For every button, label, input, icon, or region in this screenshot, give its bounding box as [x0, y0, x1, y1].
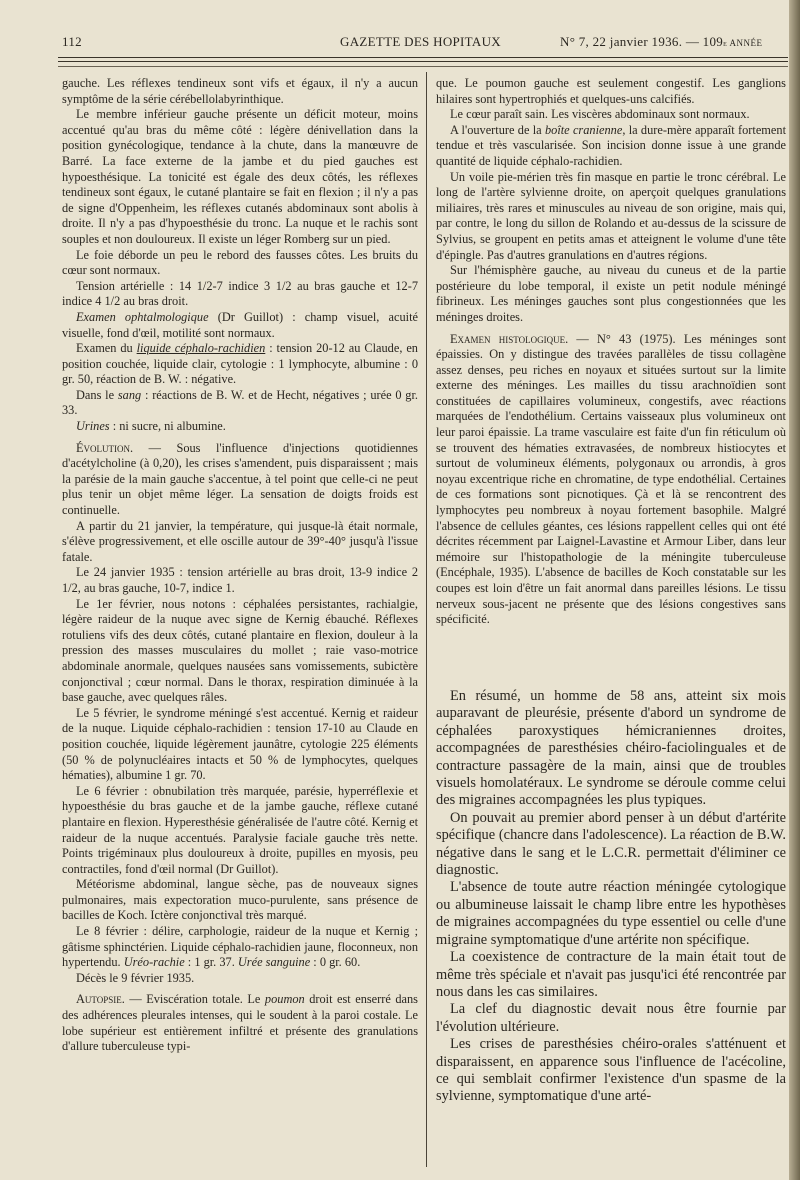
- paragraph: Le 6 février : obnubilation très marquée, parésie, hyperréflexie et hypoesthésie du bras gauche et de la jambe gauche, réflexe cutané plantaire en flexion. Hyperesthésie généralisée de l'autre côté. Kernig et raideur de la nuque accentués. Paralysie faciale gauche très nette. Points trigéminaux plus douloureux à droite, pupilles en myosis, peu contractiles, fond d'œil normal (Dr Guillot).: [62, 783, 418, 876]
- paragraph: Dans le sang : réactions de B. W. et de Hecht, négatives ; urée 0 gr. 33.: [62, 387, 418, 418]
- header-rule: [58, 57, 788, 58]
- column-divider: [426, 72, 427, 1167]
- issue-info: [560, 34, 763, 50]
- issue-date: N° 7, 22 janvier 1936. — 109: [560, 34, 724, 49]
- section-heading: Examen histologique.: [450, 331, 569, 346]
- summary-section: [436, 688, 786, 1106]
- issue-year-suffix: e ANNÉE: [723, 38, 763, 48]
- paragraph: Un voile pie-mérien très fin masque en partie le tronc cérébral. Le long de l'artère sylvienne droite, on aperçoit quelques granulations miliaires, très rares et minuscules au niveau de son origine, mais qui, par contre, le long du sillon de Rolando et au-dessus de la scissure de Sylvius, se groupent en petits amas et atteignent le volume d'une tête d'épingle. Pas d'autres granulations en d'autres régions.: [436, 169, 786, 262]
- page-header: [58, 30, 788, 56]
- page-number: 112: [62, 34, 82, 49]
- paragraph: Tension artérielle : 14 1/2-7 indice 3 1/2 au bras gauche et 12-7 indice 4 1/2 au bras droit.: [62, 278, 418, 309]
- paragraph: Le membre inférieur gauche présente un déficit moteur, moins accentué qu'au bras du même côté : légère dénivellation dans la position gynécologique, tendance à la chute, dans la manœuvre de Barré. La face externe de la jambe et du pied gauches est hypoesthésique. La tonicité est égale des deux côtés, les réflexes tendineux sont égaux, le cutané plantaire se fait en flexion ; il n'y a pas de signe d'Oppenheim, les réflexes cutanés abdominaux sont abolis à droite. Il n'y a pas d'hypoesthésie du tronc. La nuque et le rachis sont souples et non douloureux. Il existe un léger Romberg sur un pied.: [62, 107, 418, 246]
- paragraph: Examen du liquide céphalo-rachidien : tension 20-12 au Claude, en position couchée, liquide clair, cytologie : 1 lymphocyte, albumine : 0 gr. 50, réaction de B. W. : négative.: [62, 341, 418, 387]
- right-column: [436, 76, 786, 628]
- section-label: Examen ophtalmologique: [76, 309, 209, 324]
- section-label: Urines: [76, 419, 110, 434]
- paragraph: gauche. Les réflexes tendineux sont vifs et égaux, il n'y a aucun symptôme de la série cérébellolabyrinthique.: [62, 76, 418, 106]
- paragraph: Urines : ni sucre, ni albumine.: [76, 419, 226, 434]
- paragraph: que. Le poumon gauche est seulement congestif. Les ganglions hilaires sont hypertrophiés et quelques-uns calcifiés.: [436, 76, 786, 106]
- paragraph: A l'ouverture de la boîte cranienne, la dure-mère apparaît fortement tendue et très vascularisée. Son incision donne issue à une grande quantité de liquide céphalo-rachidien.: [436, 122, 786, 168]
- paragraph: Le 8 février : délire, carphologie, raideur de la nuque et Kernig ; gâtisme sphinctérien. Liquide céphalo-rachidien jaune, floconneux, non hypertendu. Uréo-rachie : 1 gr. 37. Urée sanguine : 0 gr. 60.: [62, 924, 418, 970]
- paragraph: En résumé, un homme de 58 ans, atteint six mois auparavant de pleurésie, présente d'abord un syndrome de céphalées paroxystiques hémicraniennes droites, accompagnées de paresthésies chéiro-faciolinguales et de contracture passagère de la main, ainsi que de troubles visuels homolatéraux. Le syndrome se déroule comme celui des migraines accompagnées les plus typiques.: [436, 688, 786, 809]
- paragraph: Le 5 février, le syndrome méningé s'est accentué. Kernig et raideur de la nuque. Liquide céphalo-rachidien : tension 17-10 au Claude en position couchée, liquide légèrement jaunâtre, cytologie 225 éléments (50 % de polynucléaires intacts et 50 % de lymphocytes, quelques hématies), albumine 1 gr. 70.: [62, 705, 418, 783]
- paragraph: Météorisme abdominal, langue sèche, pas de nouveaux signes pulmonaires, mais expectoration muco-purulente, sans présence de bacilles de Koch. Ictère conjonctival très marqué.: [62, 877, 418, 923]
- section-label: boîte cranienne: [544, 122, 623, 137]
- paragraph: A partir du 21 janvier, la température, qui jusque-là était normale, s'élève progressivement, et elle oscille autour de 39°-40° jusqu'à l'issue fatale.: [62, 518, 418, 564]
- paragraph: Évolution. — Sous l'influence d'injections quotidiennes d'acétylcholine (à 0,20), les crises s'amendent, puis disparaissent ; mais la parésie de la main gauche s'accentue, à tel point que celle-ci ne peut plus tenir un objet même léger. La sensation de doigts froids est continuelle.: [62, 440, 418, 518]
- paragraph: Décès le 9 février 1935.: [76, 970, 195, 985]
- section-label: liquide céphalo-rachidien: [136, 341, 266, 356]
- paragraph: L'absence de toute autre réaction méningée cytologique ou albumineuse laissait le champ libre entre les hypothèses de migraines accompagnées du type essentiel ou celle d'une migraine symptomatique d'une artérite non spécifique.: [436, 879, 786, 948]
- paragraph: Le 1er février, nous notons : céphalées persistantes, rachialgie, légère raideur de la nuque avec signe de Kernig ébauché. Réflexes rotuliens vifs des deux côtés, cutané plantaire en flexion, douleur à la pression des masses musculaires du mollet ; raie vaso-motrice abdominale anormale, quelques nausées sans vomissements, subictère conjonctival ; cœur normal. Dans le thorax, respiration diminuée à la base gauche, avec quelques râles.: [62, 596, 418, 705]
- section-label: sang: [117, 387, 142, 402]
- paragraph: Sur l'hémisphère gauche, au niveau du cuneus et de la partie postérieure du lobe temporal, il existe un petit nodule méningé fibrineux. Les méninges gauches sont plus congestionnées que les méninges droites.: [436, 263, 786, 324]
- section-heading: Autopsie.: [76, 992, 125, 1007]
- header-rule-thin: [58, 66, 788, 67]
- section-label: Uréo-rachie: [123, 955, 185, 970]
- section-label: Urée sanguine: [237, 955, 311, 970]
- left-column: [62, 76, 418, 1055]
- paragraph: Les crises de paresthésies chéiro-orales s'atténuent et disparaissent, en apparence sous l'influence de l'acécoline, ce qui semblait confirmer l'existence d'un spasme de la sylvienne, symptomatique d'une arté-: [436, 1036, 786, 1105]
- paragraph: La clef du diagnostic devait nous être fournie par l'évolution ultérieure.: [436, 1001, 786, 1035]
- paragraph: Le 24 janvier 1935 : tension artérielle au bras droit, 13-9 indice 2 1/2, au bras gauche, 10-7, indice 1.: [62, 565, 418, 595]
- paragraph: Le foie déborde un peu le rebord des fausses côtes. Les bruits du cœur sont normaux.: [62, 247, 418, 278]
- paragraph: Examen histologique. — N° 43 (1975). Les méninges sont épaissies. On y distingue des travées parallèles de tissu collagène assez denses, peu riches en noyaux et situées surtout sur la limite externe des méninges. Les mailles du tissu arachnoïdien sont constituées de capillaires volumineux, congestifs, avec réactions marquées de l'endothélium. Certains vaisseaux plus volumineux ont leur paroi épaissie. La trame vasculaire est faite d'un fin réticulum où se trouvent des hématies extravasées, de nombreux histiocytes et surtout de volumineux éléments, polygonaux ou arrondis, à gros noyau excentrique riche en chromatine, de type endothélial. Certaines de ces formations sont picnotiques. Çà et là se rencontrent des lymphocytes peu nombreux à noyau fortement basophile. Malgré l'absence de cellules géantes, ces lésions rappellent celles qui ont été décrites récemment par Laignel-Lavastine et Armour Liber, dans leur mémoire sur l'histopathologie de la méningite tuberculeuse (Encéphale, 1935). L'absence de bacilles de Koch constatable sur les coupes est loin d'être un fait anormal dans pareilles lésions. Le tissu nerveux sous-jacent ne présente que des lésions congestives sans spécificité.: [436, 331, 786, 627]
- paragraph: Le cœur paraît sain. Les viscères abdominaux sont normaux.: [450, 107, 750, 122]
- page-edge-shadow: [789, 0, 800, 1180]
- paragraph: Autopsie. — Eviscération totale. Le poumon droit est enserré dans des adhérences pleurales intenses, qui le soudent à la paroi costale. Le lobe supérieur est entièrement infiltré et présente des granulations d'allure tuberculeuse typi-: [62, 992, 418, 1054]
- header-rule-double: [58, 61, 788, 62]
- journal-title: GAZETTE DES HOPITAUX: [340, 34, 501, 49]
- paragraph: Examen ophtalmologique (Dr Guillot) : champ visuel, acuité visuelle, fond d'œil, motilité sont normaux.: [62, 309, 419, 340]
- section-heading: Évolution.: [76, 440, 134, 455]
- paragraph: La coexistence de contracture de la main était tout de même très spéciale et n'avait pas jusqu'ici été rencontrée par nous dans les cas similaires.: [436, 949, 786, 1000]
- paragraph: On pouvait au premier abord penser à un début d'artérite spécifique (chancre dans l'adolescence). La réaction de B.W. négative dans le sang et le L.C.R. permettait d'éliminer ce diagnostic.: [436, 809, 786, 879]
